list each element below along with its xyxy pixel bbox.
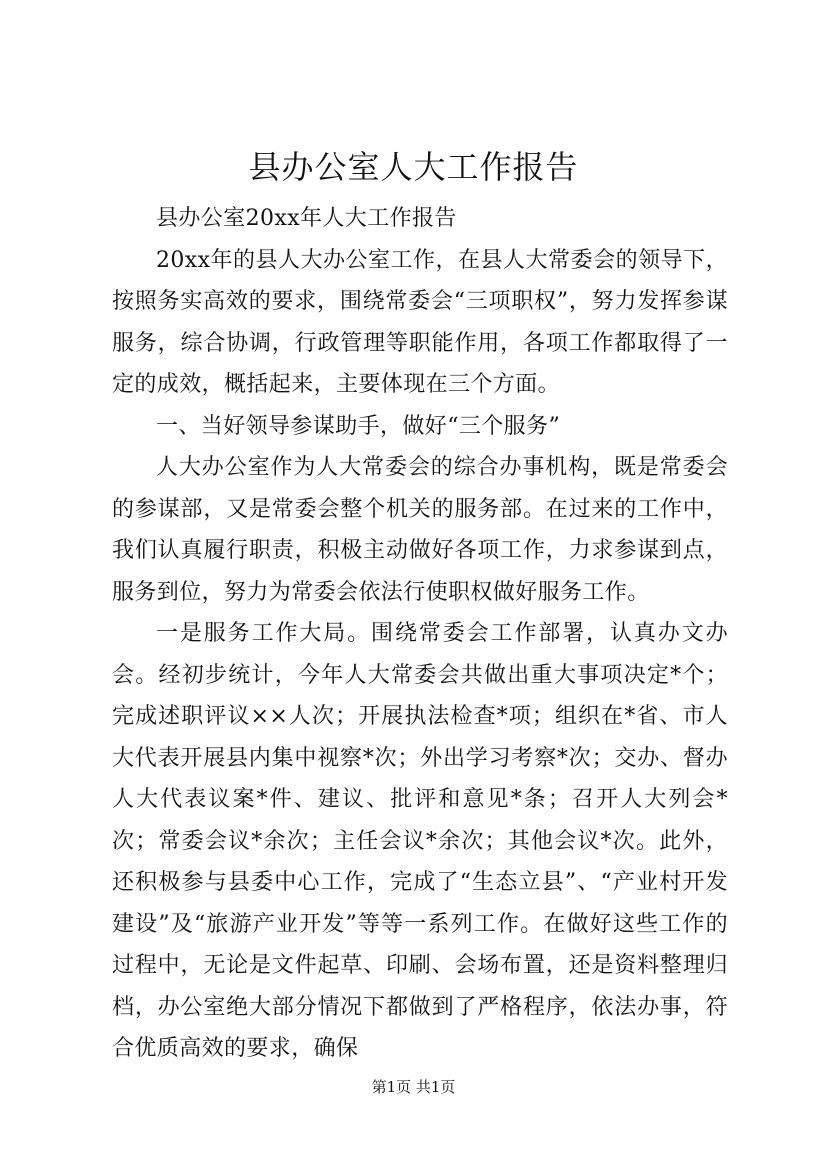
page-footer: 第1页 共1页: [371, 1078, 456, 1096]
document-body: [112, 198, 728, 1070]
document-title: 县办公室人大工作报告: [248, 148, 579, 186]
paragraph-service-overall: 一是服务工作大局。围绕常委会工作部署，认真办文办会。经初步统计，今年人大常委会共做出重大事项决定*个；完成述职评议××人次；开展执法检查*项；组织在*省、市人大代表开展县内集中视察*次；外出学习考察*次；交办、督办人大代表议案*件、建议、批评和意见*条；召开人大列会*次；常委会议*余次；主任会议*余次；其他会议*次。此外，还积极参与县委中心工作，完成了“生态立县”、“产业村开发建设”及“旅游产业开发”等等一系列工作。在做好这些工作的过程中，无论是文件起草、印刷、会场布置，还是资料整理归档，办公室绝大部分情况下都做到了严格程序，依法办事，符合优质高效的要求，确保: [112, 621, 728, 1061]
section-heading-1: 一、当好领导参谋助手，做好“三个服务”: [156, 413, 561, 439]
paragraph-intro: 20xx年的县人大办公室工作，在县人大常委会的领导下，按照务实高效的要求，围绕常委会“三项职权”，努力发挥参谋服务，综合协调，行政管理等职能作用，各项工作都取得了一定的成效，概括起来，主要体现在三个方面。: [112, 247, 728, 397]
paragraph-subtitle: 县办公室20xx年人大工作报告: [156, 206, 457, 231]
paragraph-office-role: 人大办公室作为人大常委会的综合办事机构，既是常委会的参谋部，又是常委会整个机关的服务部。在过来的工作中，我们认真履行职责，积极主动做好各项工作，力求参谋到点，服务到位，努力为常委会依法行使职权做好服务工作。: [112, 455, 728, 605]
